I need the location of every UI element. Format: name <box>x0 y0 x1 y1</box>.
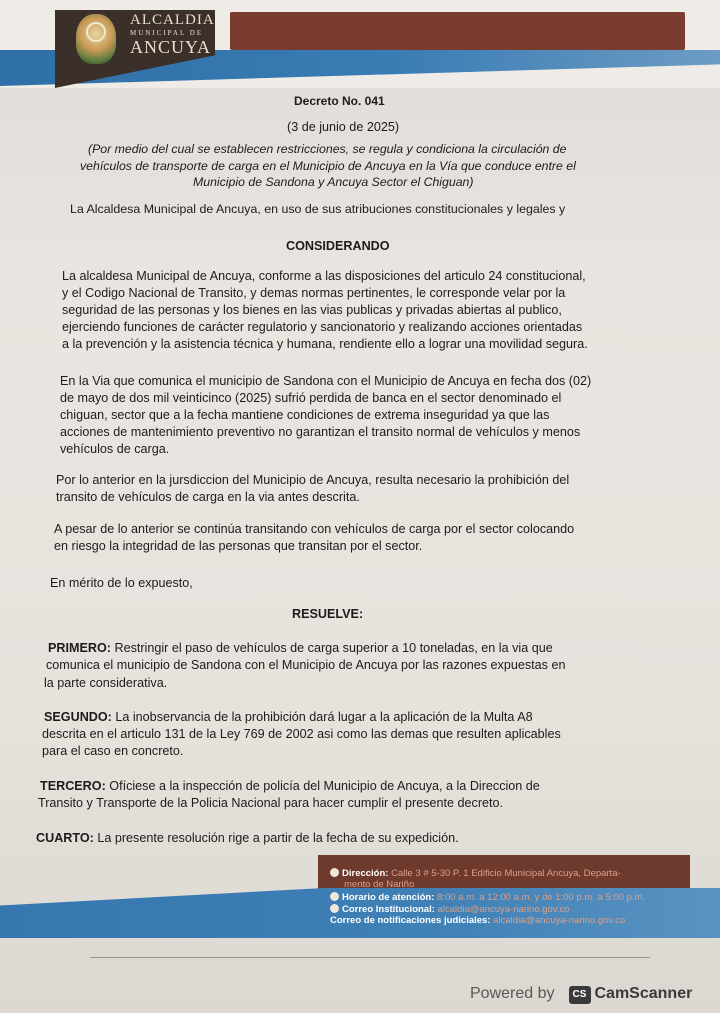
para1-line-5: a la prevención y la asistencia técnica y humana, rendiente ello a lograr una movilidad segura. <box>62 337 588 351</box>
footer-address-value-2: mento de Nariño <box>344 879 415 890</box>
logo-line-2: MUNICIPAL DE <box>130 29 204 37</box>
tercero-line-1 <box>40 778 540 795</box>
footer-divider <box>90 957 650 958</box>
merito-line: En mérito de lo expuesto, <box>50 576 193 590</box>
segundo-text-1: La inobservancia de la prohibición dará lugar a la aplicación de la Multa A8 <box>111 710 533 724</box>
para2-line-4: acciones de mantenimiento preventivo no garantizan el transito normal de vehículos y menos <box>60 425 581 439</box>
para2-line-5: vehículos de carga. <box>60 442 170 456</box>
cuarto-label: CUARTO: <box>36 831 94 845</box>
footer-notif-value: alcaldia@ancuya-narino.gov.co <box>493 915 626 926</box>
watermark-powered: Powered by <box>470 985 555 1002</box>
para1-line-2: y el Codigo Nacional de Transito, y demas normas pertinentes, le corresponde velar por la <box>62 286 566 300</box>
para3-line-2: transito de vehículos de carga en la via antes descrita. <box>56 490 360 504</box>
camscanner-watermark <box>470 985 692 1004</box>
footer-address-row-2 <box>344 879 414 890</box>
resuelve-heading: RESUELVE: <box>292 607 364 621</box>
footer-email-row <box>330 904 570 915</box>
footer-email-label: Correo Institucional: <box>342 904 435 915</box>
primero-line-3: la parte considerativa. <box>44 676 168 690</box>
footer-notif-label: Correo de notificaciones judiciales: <box>330 915 491 926</box>
logo-line-1: ALCALDIA <box>130 12 215 28</box>
crest-emblem-icon <box>86 22 106 42</box>
location-icon <box>330 868 339 877</box>
footer-address-row <box>330 868 621 879</box>
para4-line-2: en riesgo la integridad de las personas que transitan por el sector. <box>54 539 423 553</box>
segundo-line-3: para el caso en concreto. <box>42 744 184 758</box>
logo-line-3: ANCUYA <box>130 37 212 57</box>
tercero-label: TERCERO: <box>40 779 106 793</box>
email-icon <box>330 904 339 913</box>
footer-hours-row <box>330 892 645 903</box>
subtitle-line-1: (Por medio del cual se establecen restricciones, se regula y condiciona la circulación de <box>88 142 567 156</box>
footer-email-value: alcaldia@ancuya-narino.gov.co <box>437 904 570 915</box>
cuarto-text: La presente resolución rige a partir de la fecha de su expedición. <box>93 831 459 845</box>
segundo-line-1 <box>44 709 533 726</box>
para1-line-1: La alcaldesa Municipal de Ancuya, conforme a las disposiciones del articulo 24 constitucional, <box>62 269 586 283</box>
footer-address-value: Calle 3 # 5-30 P. 1 Edificio Municipal Ancuya, Departa- <box>391 868 621 879</box>
segundo-line-2: descrita en el articulo 131 de la Ley 769 de 2002 asi como las demas que resulten aplicables <box>42 727 561 741</box>
subtitle-line-2: vehículos de transporte de carga en el Municipio de Ancuya en la Vía que conduce entre el <box>80 159 576 173</box>
camscanner-logo-icon: CS <box>569 986 591 1004</box>
primero-line-1 <box>48 640 553 657</box>
footer-hours-value: 8:00 a.m. a 12:00 a.m. y de 1:00 p.m. a 5:00 p.m. <box>437 892 646 903</box>
tercero-text-1: Ofíciese a la inspección de policía del Municipio de Ancuya, a la Direccion de <box>105 779 540 793</box>
primero-label: PRIMERO: <box>48 641 111 655</box>
para3-line-1: Por lo anterior en la jursdiccion del Municipio de Ancuya, resulta necesario la prohibición del <box>56 473 570 487</box>
para1-line-4: ejerciendo funciones de carácter regulatorio y sancionatorio y realizando acciones orientadas <box>62 320 583 334</box>
primero-text-1: Restringir el paso de vehículos de carga superior a 10 toneladas, en la via que <box>110 641 553 655</box>
para4-line-1: A pesar de lo anterior se continúa transitando con vehículos de carga por el sector colocando <box>54 522 575 536</box>
segundo-label: SEGUNDO: <box>44 710 112 724</box>
para2-line-1: En la Via que comunica el municipio de Sandona con el Municipio de Ancuya en fecha dos (02) <box>60 374 592 388</box>
letterhead-maroon-bar <box>230 12 685 50</box>
preamble: La Alcaldesa Municipal de Ancuya, en uso de sus atribuciones constitucionales y legales y <box>70 202 566 216</box>
subtitle-line-3: Municipio de Sandona y Ancuya Sector el Chiguan) <box>193 175 474 189</box>
primero-line-2: comunica el municipio de Sandona con el Municipio de Ancuya por las razones expuestas en <box>46 658 566 672</box>
para2-line-2: de mayo de dos mil veinticinco (2025) sufrió perdida de banca en el sector denominado el <box>60 391 562 405</box>
footer-hours-label: Horario de atención: <box>342 892 435 903</box>
watermark-brand: CamScanner <box>594 985 693 1002</box>
para1-line-3: seguridad de las personas y los bienes en las vias publicas y privadas abiertas al publico, <box>62 303 562 317</box>
decree-number: Decreto No. 041 <box>294 94 385 108</box>
considerando-heading: CONSIDERANDO <box>286 239 390 253</box>
para2-line-3: chiguan, sector que a la fecha mantiene condiciones de extrema inseguridad ya que las <box>60 408 550 422</box>
tercero-line-2: Transito y Transporte de la Policia Nacional para hacer cumplir el presente decreto. <box>38 796 504 810</box>
footer-address-label: Dirección: <box>342 868 389 879</box>
clock-icon <box>330 892 339 901</box>
footer-notif-row <box>330 915 625 926</box>
decree-date: (3 de junio de 2025) <box>287 120 400 134</box>
cuarto-line <box>36 830 459 847</box>
